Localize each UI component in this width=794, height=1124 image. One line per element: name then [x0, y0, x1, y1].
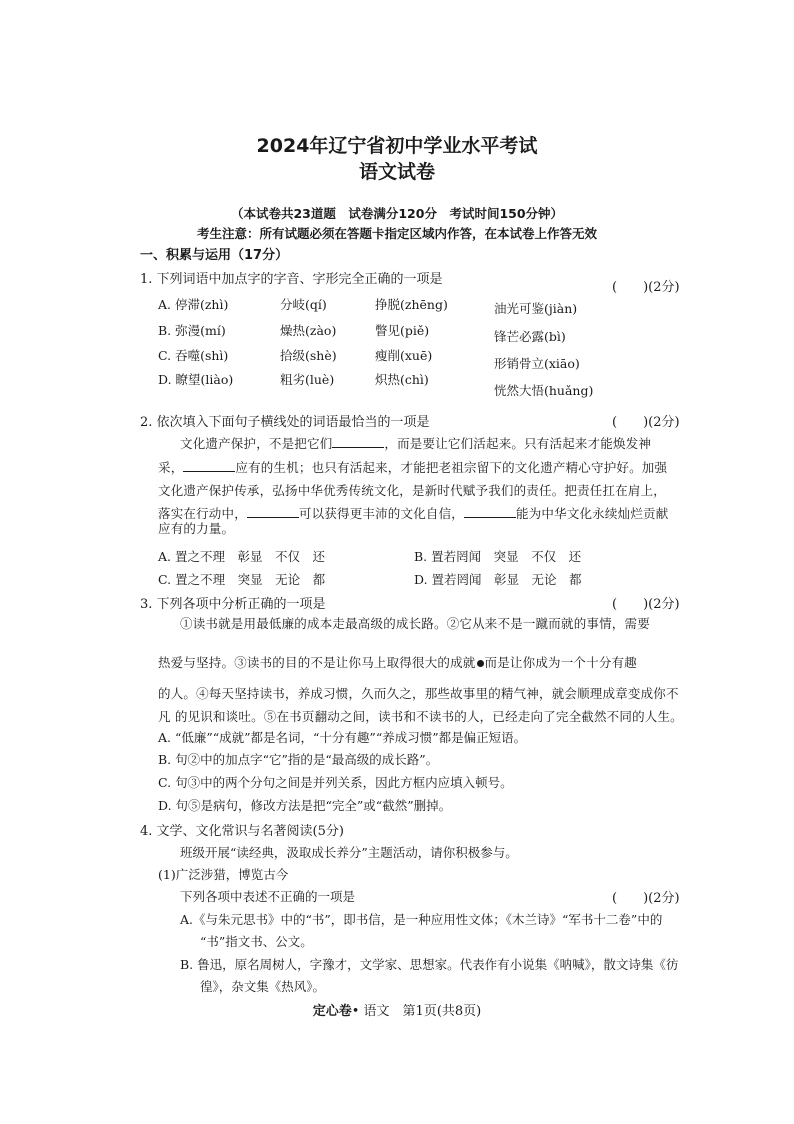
q4-option-b-line-2: 徨》，杂文集《热风》。: [200, 979, 326, 994]
q1-option-c-3: 瘦削(xuē): [375, 348, 433, 363]
q2-option-a: A. 置之不理 彰显 不仅 还: [158, 549, 325, 564]
q3-passage-line-4: 凡 的见识和谈吐。⑤在书页翻动之间，读书和不读书的人，已经走向了完全截然不同的人生。: [158, 709, 683, 724]
q1-option-c-4: 形销骨立(xiāo): [494, 356, 580, 371]
q4-sub1-stem: 下列各项中表述不正确的一项是: [180, 889, 356, 904]
q2-passage-line-4: 落实在行动中， 可以获得更丰沛的文化自信， 能为中华文化永续灿烂贡献: [158, 506, 669, 521]
question-3-score: ( )(2分): [612, 597, 680, 612]
q1-option-d-1: D. 瞭望(liào): [158, 372, 234, 387]
q4-option-b-line-1: B. 鲁迅，原名周树人，字豫才，文学家、思想家。代表作有小说集《呐喊》，散文诗集《彷: [180, 957, 679, 972]
answer-blank: [464, 506, 516, 518]
question-1-stem: 1. 下列词语中加点字的字音、字形完全正确的一项是: [140, 272, 443, 287]
question-1-score: ( )(2分): [612, 280, 680, 295]
exam-notice: 考生注意：所有试题必须在答题卡指定区域内作答，在本试卷上作答无效: [196, 226, 597, 241]
q2-option-c: C. 置之不理 突显 无论 都: [158, 572, 326, 587]
q4-intro: 班级开展“读经典，汲取成长养分”主题活动，请你积极参与。: [180, 845, 518, 860]
answer-blank: [247, 506, 299, 518]
answer-blank: [183, 460, 235, 472]
q1-option-d-2: 粗劣(luè): [280, 372, 335, 387]
q1-option-c-1: C. 吞噬(shì): [158, 348, 229, 363]
q1-option-a-4: 油光可鉴(jiàn): [494, 301, 578, 316]
q1-option-d-3: 炽热(chì): [375, 372, 429, 387]
q3-option-b: B. 句②中的加点字“它”指的是“最高级的成长路”。: [158, 752, 439, 767]
exam-info: （本试卷共23道题 试卷满分120分 考试时间150分钟）: [230, 206, 564, 221]
q1-option-b-1: B. 弥漫(mí): [158, 323, 226, 338]
section-title: 一、积累与运用（17分）: [140, 248, 289, 263]
q2-option-d: D. 置若罔闻 彰显 无论 都: [414, 572, 582, 587]
box-marker-icon: [477, 660, 484, 667]
q2-passage-line-2: 采， 应有的生机；也只有活起来，才能把老祖宗留下的文化遗产精心守护好。加强: [158, 460, 668, 475]
q2-option-b: B. 置若罔闻 突显 不仅 还: [414, 549, 582, 564]
question-4-score: ( )(2分): [612, 891, 680, 906]
q2-passage-line-5: 应有的力量。: [158, 521, 235, 536]
question-2-stem: 2. 依次填入下面句子横线处的词语最恰当的一项是: [140, 415, 430, 430]
q4-sub1-title: (1)广泛涉猎，博览古今: [158, 867, 289, 882]
q3-option-c: C. 句③中的两个分句之间是并列关系，因此方框内应填入顿号。: [158, 775, 513, 790]
q1-option-a-2: 分岐(qí): [280, 297, 327, 312]
exam-subject: 语文试卷: [358, 161, 435, 183]
q1-option-d-4: 恍然大悟(huǎng): [494, 383, 594, 398]
footer-page-info: • 语文 第1页(共8页): [351, 1004, 482, 1019]
q1-option-a-1: A. 停滞(zhì): [158, 297, 229, 312]
q3-passage-line-2: 热爱与坚持。③读书的目的不是让你马上取得很大的成就 而是让你成为一个十分有趣: [158, 655, 637, 670]
q1-option-c-2: 拾级(shè): [280, 348, 337, 363]
q1-option-b-2: 燥热(zào): [280, 323, 337, 338]
question-3-stem: 3. 下列各项中分析正确的一项是: [140, 597, 326, 612]
q2-passage-line-3: 文化遗产保护传承，弘扬中华优秀传统文化，是新时代赋予我们的责任。把责任扛在肩上，: [158, 483, 667, 498]
footer-brand: 定心卷: [312, 1004, 352, 1019]
q1-option-b-4: 锋芒必露(bì): [494, 329, 566, 344]
q2-passage-line-1: 文化遗产保护，不是把它们 ，而是要让它们活起来。只有活起来才能焕发神: [180, 436, 652, 451]
q4-option-a-line-1: A.《与朱元思书》中的“书”，即书信，是一种应用性文体；《木兰诗》“军书十二卷”中的: [180, 912, 663, 927]
question-4-stem: 4. 文学、文化常识与名著阅读(5分): [140, 824, 344, 839]
q1-option-a-3: 挣脱(zhēng): [375, 297, 448, 312]
q3-passage-line-1: ①读书就是用最低廉的成本走最高级的成长路。②它从来不是一蹴而就的事情，需要: [180, 616, 650, 631]
answer-blank: [332, 436, 384, 448]
page-footer: [0, 1000, 794, 1019]
q3-passage-line-3: 的人。④每天坚持读书，养成习惯，久而久之，那些故事里的精气神，就会顺理成章变成你不: [158, 686, 679, 701]
question-2-score: ( )(2分): [612, 415, 680, 430]
q4-option-a-line-2: “书”指文书、公文。: [200, 934, 313, 949]
q3-option-a: A. “低廉”“成就”都是名词，“十分有趣”“养成习惯”都是偏正短语。: [158, 730, 527, 745]
exam-title: 2024年辽宁省初中学业水平考试: [256, 135, 538, 157]
q3-option-d: D. 句⑤是病句，修改方法是把“完全”或“截然”删掉。: [158, 798, 452, 813]
q1-option-b-3: 瞥见(piě): [375, 323, 430, 338]
